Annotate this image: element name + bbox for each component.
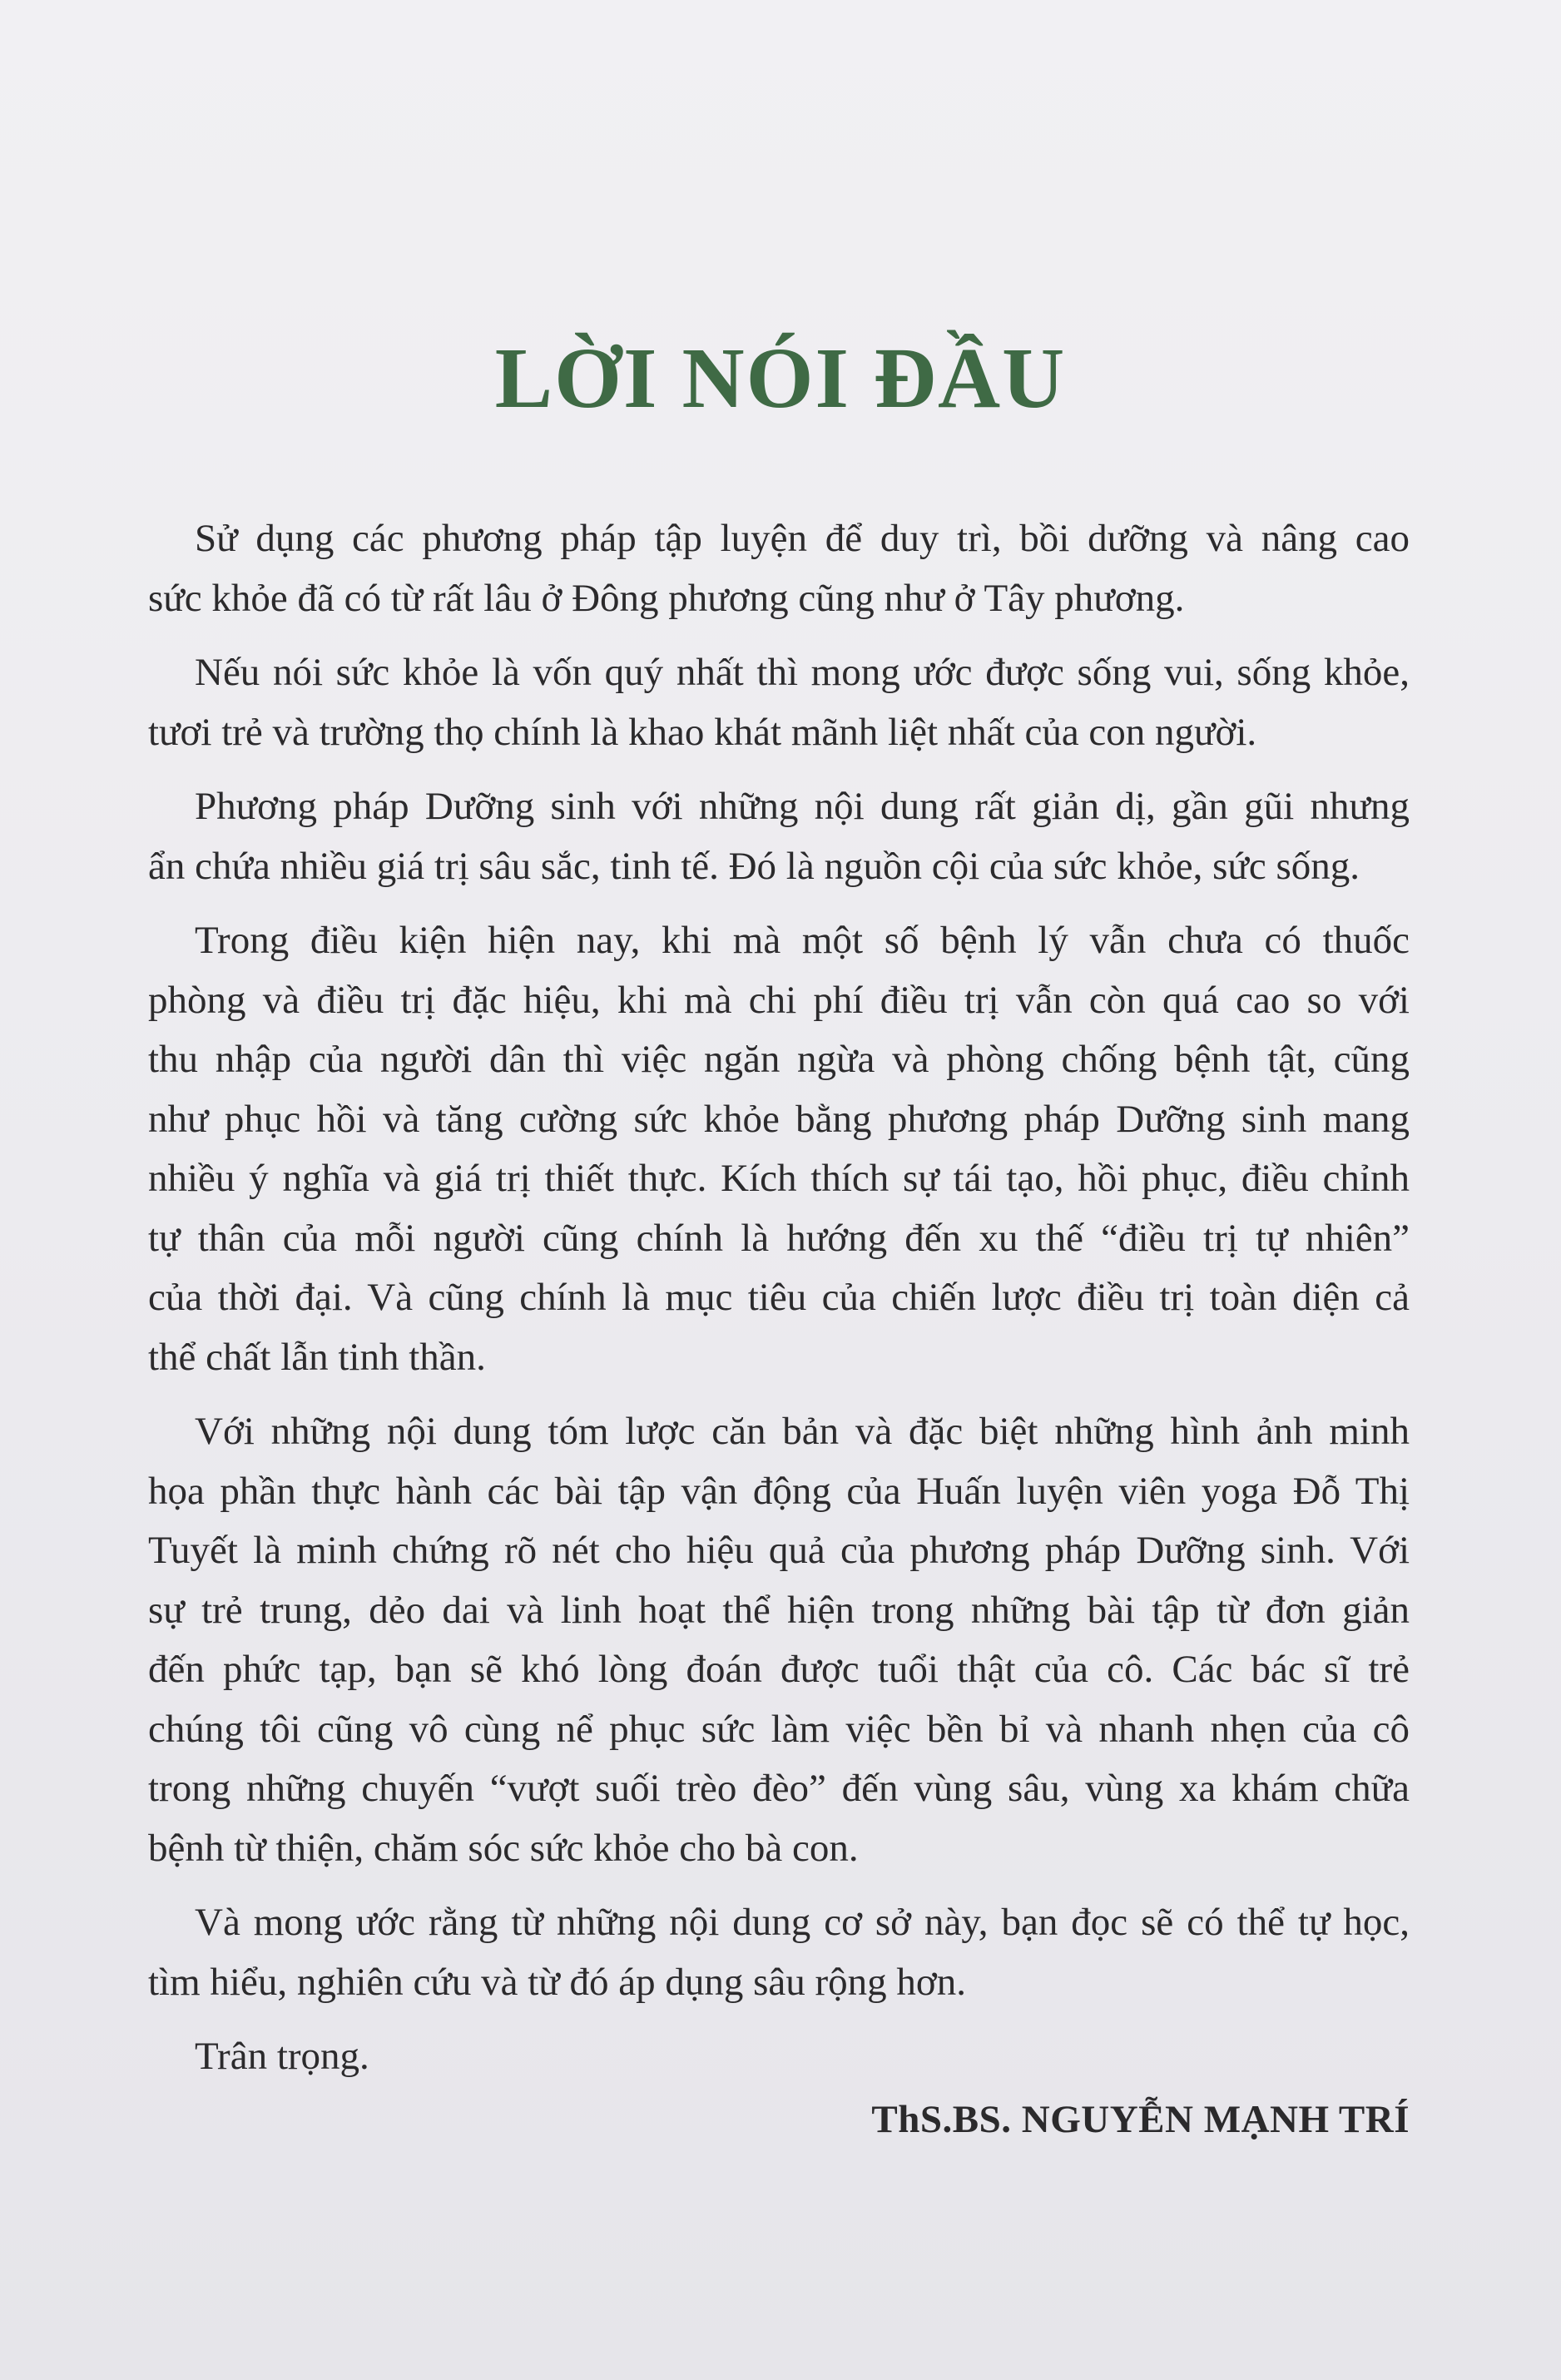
paragraph <box>148 1402 1410 1878</box>
text-line: Phương pháp Dưỡng sinh với những nội dung rất giản dị, gần gũi nhưng <box>195 785 1410 828</box>
text-line: đến phức tạp, bạn sẽ khó lòng đoán được tuổi thật của cô. Các bác sĩ trẻ <box>148 1648 1410 1691</box>
text-line: tìm hiểu, nghiên cứu và từ đó áp dụng sâu rộng hơn. <box>148 1960 967 2004</box>
paragraph <box>148 509 1410 628</box>
paragraph <box>148 643 1410 762</box>
text-line: Và mong ước rằng từ những nội dung cơ sở này, bạn đọc sẽ có thể tự học, <box>195 1901 1410 1944</box>
author-signature: ThS.BS. NGUYỄN MẠNH TRÍ <box>871 2098 1410 2141</box>
text-line: Sử dụng các phương pháp tập luyện để duy trì, bồi dưỡng và nâng cao <box>195 517 1410 560</box>
text-line: tươi trẻ và trường thọ chính là khao khát mãnh liệt nhất của con người. <box>148 710 1257 754</box>
text-line: Trong điều kiện hiện nay, khi mà một số bệnh lý vẫn chưa có thuốc <box>195 919 1410 962</box>
text-line: trong những chuyến “vượt suối trèo đèo” đến vùng sâu, vùng xa khám chữa <box>148 1767 1410 1810</box>
text-line: chúng tôi cũng vô cùng nể phục sức làm việc bền bỉ và nhanh nhẹn của cô <box>148 1707 1410 1751</box>
text-line: Với những nội dung tóm lược căn bản và đặc biệt những hình ảnh minh <box>195 1410 1410 1453</box>
text-line: nhiều ý nghĩa và giá trị thiết thực. Kích thích sự tái tạo, hồi phục, điều chỉnh <box>148 1157 1410 1200</box>
paragraph <box>148 2027 1410 2087</box>
text-line: phòng và điều trị đặc hiệu, khi mà chi phí điều trị vẫn còn quá cao so với <box>148 978 1410 1022</box>
text-line: như phục hồi và tăng cường sức khỏe bằng phương pháp Dưỡng sinh mang <box>148 1097 1410 1141</box>
text-line: sự trẻ trung, dẻo dai và linh hoạt thể hiện trong những bài tập từ đơn giản <box>148 1588 1410 1632</box>
text-line: Nếu nói sức khỏe là vốn quý nhất thì mong ước được sống vui, sống khỏe, <box>195 651 1410 694</box>
paragraph <box>148 1893 1410 2012</box>
text-line: thu nhập của người dân thì việc ngăn ngừa và phòng chống bệnh tật, cũng <box>148 1038 1410 1081</box>
paragraph <box>148 911 1410 1387</box>
text-line: họa phần thực hành các bài tập vận động của Huấn luyện viên yoga Đỗ Thị <box>148 1469 1410 1513</box>
text-line: tự thân của mỗi người cũng chính là hướng đến xu thế “điều trị tự nhiên” <box>148 1216 1410 1260</box>
preface-body <box>148 509 1410 2102</box>
text-line: bệnh từ thiện, chăm sóc sức khỏe cho bà con. <box>148 1826 859 1870</box>
text-line: Tuyết là minh chứng rõ nét cho hiệu quả của phương pháp Dưỡng sinh. Với <box>148 1529 1410 1572</box>
text-line: Trân trọng. <box>195 2035 369 2078</box>
paragraph <box>148 777 1410 896</box>
text-line: ẩn chứa nhiều giá trị sâu sắc, tinh tế. Đó là nguồn cội của sức khỏe, sức sống. <box>148 844 1360 888</box>
text-line: sức khỏe đã có từ rất lâu ở Đông phương cũng như ở Tây phương. <box>148 576 1185 620</box>
text-line: của thời đại. Và cũng chính là mục tiêu của chiến lược điều trị toàn diện cả <box>148 1276 1410 1319</box>
text-line: thể chất lẫn tinh thần. <box>148 1335 486 1379</box>
page-title: LỜI NÓI ĐẦU <box>494 330 1067 426</box>
